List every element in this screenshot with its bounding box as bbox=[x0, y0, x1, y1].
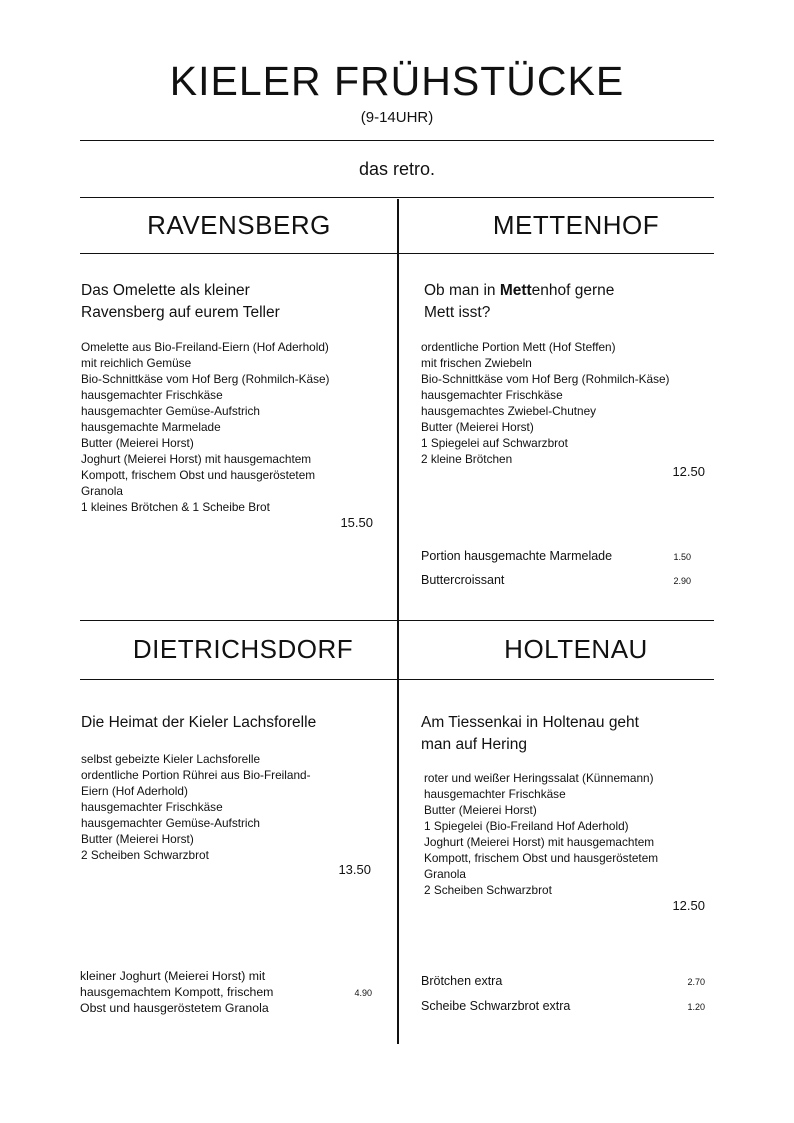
ravensberg-headline: Das Omelette als kleiner Ravensberg auf eurem Teller bbox=[81, 282, 280, 321]
list-item: mit reichlich Gemüse bbox=[81, 356, 192, 370]
list-item: Butter (Meierei Horst) bbox=[81, 436, 194, 450]
extra-item-label: Buttercroissant bbox=[421, 573, 505, 587]
list-item: hausgemachter Frischkäse bbox=[421, 388, 563, 402]
list-item: 2 Scheiben Schwarzbrot bbox=[81, 848, 209, 862]
section-title-dietrichsdorf: DIETRICHSDORF bbox=[132, 634, 354, 664]
divider bbox=[80, 197, 714, 198]
extra-item-label: Scheibe Schwarzbrot extra bbox=[421, 999, 571, 1013]
list-item: roter und weißer Heringssalat (Künnemann) bbox=[424, 771, 654, 785]
list-item: ordentliche Portion Mett (Hof Steffen) bbox=[421, 340, 616, 354]
dietrichsdorf-extra: kleiner Joghurt (Meierei Horst) mit hausgemachtem Kompott, frischem Obst und hausgeröstetem Granola bbox=[80, 969, 274, 1015]
list-item: Kompott, frischem Obst und hausgeröstetem bbox=[81, 468, 316, 482]
list-item: Omelette aus Bio-Freiland-Eiern (Hof Aderhold) bbox=[81, 340, 329, 354]
list-item: hausgemachter Frischkäse bbox=[81, 388, 223, 402]
list-item: ordentliche Portion Rührei aus Bio-Freiland- bbox=[81, 768, 311, 782]
section-title-holtenau: HOLTENAU bbox=[504, 634, 648, 664]
list-item: Bio-Schnittkäse vom Hof Berg (Rohmilch-Käse) bbox=[421, 372, 670, 386]
list-item: hausgemachter Gemüse-Aufstrich bbox=[81, 404, 260, 418]
list-item: Butter (Meierei Horst) bbox=[424, 803, 537, 817]
list-item: Granola bbox=[81, 484, 123, 498]
opening-hours: (9-14UHR) bbox=[360, 109, 434, 126]
extra-item-price: 2.70 bbox=[687, 977, 705, 987]
dietrichsdorf-headline: Die Heimat der Kieler Lachsforelle bbox=[81, 714, 317, 731]
list-item: hausgemachter Frischkäse bbox=[81, 800, 223, 814]
section-title-mettenhof: METTENHOF bbox=[492, 210, 660, 240]
list-item: hausgemachter Gemüse-Aufstrich bbox=[81, 816, 260, 830]
dietrichsdorf-items bbox=[81, 751, 391, 863]
list-item: hausgemachte Marmelade bbox=[81, 420, 221, 434]
ravensberg-price: 15.50 bbox=[340, 515, 373, 530]
list-item: 2 Scheiben Schwarzbrot bbox=[424, 883, 552, 897]
section-title-ravensberg: RAVENSBERG bbox=[147, 210, 331, 240]
dietrichsdorf-price: 13.50 bbox=[338, 862, 371, 877]
divider bbox=[80, 253, 714, 254]
list-item: mit frischen Zwiebeln bbox=[421, 356, 532, 370]
divider bbox=[80, 679, 714, 680]
ravensberg-items bbox=[81, 339, 391, 515]
divider bbox=[80, 620, 714, 621]
extra-item-price: 4.90 bbox=[354, 988, 372, 998]
extra-item-label: Portion hausgemachte Marmelade bbox=[421, 549, 613, 563]
list-item: hausgemachter Frischkäse bbox=[424, 787, 566, 801]
column-divider bbox=[397, 199, 399, 1044]
mettenhof-headline: Ob man in Mettenhof gerne Mett isst? bbox=[424, 282, 615, 321]
list-item: Eiern (Hof Aderhold) bbox=[81, 784, 188, 798]
divider bbox=[80, 140, 714, 141]
list-item: selbst gebeizte Kieler Lachsforelle bbox=[81, 752, 261, 766]
holtenau-headline: Am Tiessenkai in Holtenau geht man auf Hering bbox=[421, 714, 639, 753]
mettenhof-items bbox=[421, 339, 714, 467]
extra-item-price: 1.50 bbox=[673, 552, 691, 562]
list-item: 1 kleines Brötchen & 1 Scheibe Brot bbox=[81, 500, 270, 514]
list-item: Granola bbox=[424, 867, 466, 881]
list-item: Joghurt (Meierei Horst) mit hausgemachtem bbox=[424, 835, 655, 849]
page-title: KIELER FRÜHSTÜCKE bbox=[169, 58, 625, 104]
list-item: 1 Spiegelei (Bio-Freiland Hof Aderhold) bbox=[424, 819, 629, 833]
list-item: Joghurt (Meierei Horst) mit hausgemachtem bbox=[81, 452, 312, 466]
extra-item-price: 2.90 bbox=[673, 576, 691, 586]
list-item: hausgemachtes Zwiebel-Chutney bbox=[421, 404, 597, 418]
list-item: Kompott, frischem Obst und hausgeröstetem bbox=[424, 851, 659, 865]
list-item: 2 kleine Brötchen bbox=[421, 452, 513, 466]
list-item: Butter (Meierei Horst) bbox=[421, 420, 534, 434]
mettenhof-price: 12.50 bbox=[672, 464, 705, 479]
list-item: Butter (Meierei Horst) bbox=[81, 832, 194, 846]
extra-item-label: Brötchen extra bbox=[421, 974, 503, 988]
holtenau-price: 12.50 bbox=[672, 898, 705, 913]
extra-item-price: 1.20 bbox=[687, 1002, 705, 1012]
list-item: Bio-Schnittkäse vom Hof Berg (Rohmilch-Käse) bbox=[81, 372, 330, 386]
holtenau-items bbox=[424, 770, 714, 898]
list-item: 1 Spiegelei auf Schwarzbrot bbox=[421, 436, 568, 450]
menu-subtitle: das retro. bbox=[358, 159, 436, 179]
